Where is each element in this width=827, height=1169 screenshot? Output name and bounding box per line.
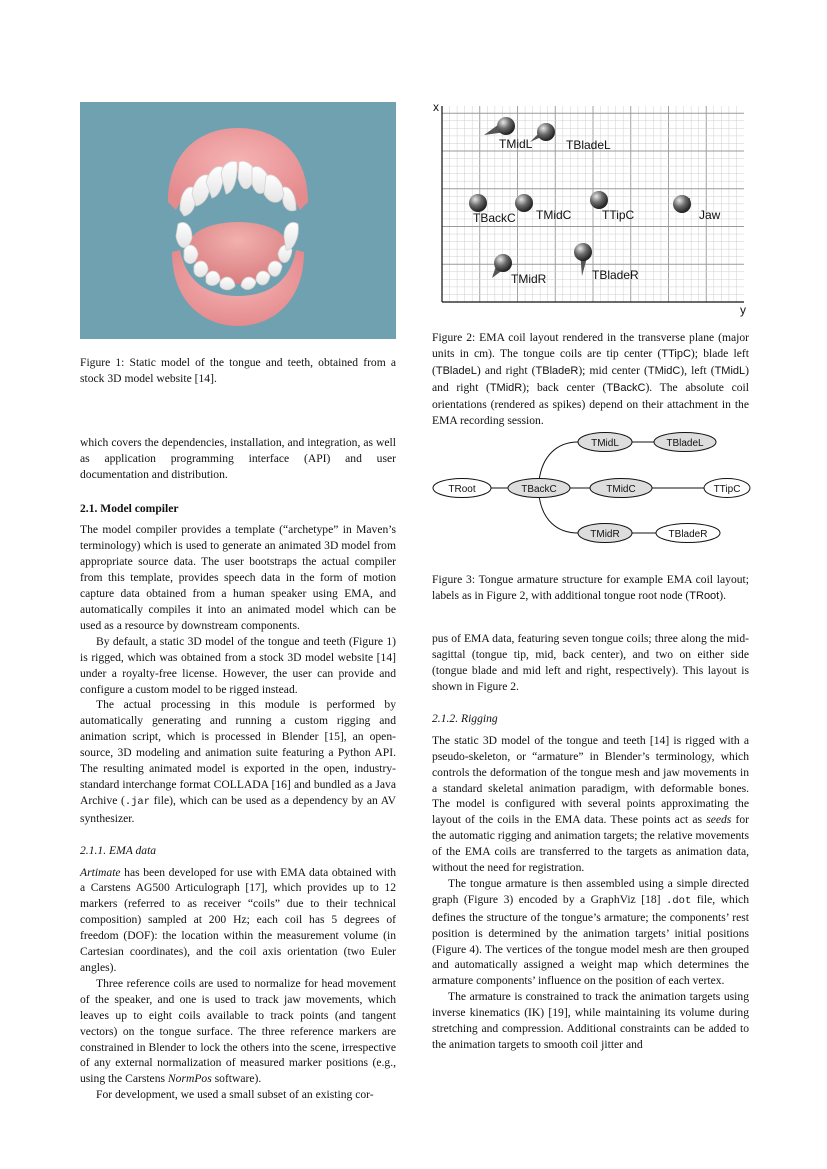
paragraph-ema-1: Artimate has been developed for use with EMA data obtained with a Carstens AG500 Articulograph [17], which provides up to 12 markers (referred to as receiver “coils” due to their technical composition) sampled at 200 Hz; each coil has 5 degrees of freedom (DOF): the location within the measurement volume (in Cartesian coordinates), and the coil axis orientation (two Euler angles). bbox=[80, 865, 396, 974]
coil-label-ttipc: TTipC bbox=[602, 208, 635, 222]
left-column bbox=[80, 355, 396, 1103]
coil-label-tbackc: TBackC bbox=[473, 211, 516, 225]
inline-code-dot: .dot bbox=[666, 894, 692, 907]
subsection-heading-rigging: 2.1.2. Rigging bbox=[432, 711, 498, 725]
svg-text:TBackC: TBackC bbox=[521, 484, 557, 495]
paragraph-rigging-2: The tongue armature is then assembled using a simple directed graph (Figure 3) encoded by a GraphViz [18] .dot file, which defines the structure of the tongue’s armature; the components’ rest position is determined by the animation targets’ initial positions (Figure 4). The vertices of the tongue model mesh are then grouped and automatically assigned a weight map which determines the armature components’ influence on the position of each vertex. bbox=[432, 876, 749, 988]
coil-label-jaw: Jaw bbox=[699, 208, 721, 222]
coil-label-tmidr: TMidR bbox=[511, 272, 547, 286]
svg-text:TBladeL: TBladeL bbox=[666, 438, 704, 449]
paragraph-rigging-1: The static 3D model of the tongue and teeth [14] is rigged with a pseudo-skeleton, or “armature” in Blender’s terminology, which controls the deformation of the tongue mesh and jaw movements in a standard skeletal animation paradigm, with deformable bones. The model is configured with several points approximating the layout of the coils in the EMA data. These points act as seeds for the automatic rigging and animation targets; the relative movements of the EMA coils are transferred to the targets as animation data, without the need for registration. bbox=[432, 733, 749, 875]
figure-2-caption: Figure 2: EMA coil layout rendered in the transverse plane (major units in cm). The tongue coils are tip center (TTipC); blade left (TBladeL) and right (TBladeR); mid center (TMidC), left (TMidL) and right (TMidR); back center (TBackC). The absolute coil orientations (rendered as spikes) depend on their attachment in the EMA recording session. bbox=[432, 331, 749, 427]
right-column bbox=[432, 330, 749, 1053]
coil-label-tbladel: TBladeL bbox=[566, 138, 611, 152]
svg-text:TTipC: TTipC bbox=[713, 484, 741, 495]
axis-label-x: x bbox=[433, 102, 439, 114]
figure-2-coil-layout bbox=[432, 102, 749, 320]
paragraph-rigging-3: The armature is constrained to track the animation targets using inverse kinematics (IK) [19], while maintaining its volume during stretching and compression. Additional constraints can be added to the animation targets to smooth coil jitter and bbox=[432, 990, 749, 1051]
coil-tblader bbox=[574, 243, 639, 282]
svg-text:TBladeR: TBladeR bbox=[668, 529, 708, 540]
coil-tmidr bbox=[492, 254, 547, 286]
svg-text:TMidC: TMidC bbox=[606, 484, 636, 495]
figure-1-caption: Figure 1: Static model of the tongue and teeth, obtained from a stock 3D model website [14]. bbox=[80, 356, 396, 385]
coil-layout-plot bbox=[432, 102, 749, 320]
figure-1-teeth-model-image bbox=[80, 102, 396, 339]
coil-label-tmidc: TMidC bbox=[536, 208, 572, 222]
paragraph-intro: which covers the dependencies, installation, and integration, as well as application programming interface (API) and user documentation and distribution. bbox=[80, 435, 396, 481]
coil-label-tblader: TBladeR bbox=[592, 268, 639, 282]
figure-3-caption: Figure 3: Tongue armature structure for example EMA coil layout; labels as in Figure 2, with additional tongue root node (TRoot). bbox=[432, 573, 749, 603]
paragraph-corpus-continued: pus of EMA data, featuring seven tongue coils; three along the mid-sagittal (tongue tip, mid, back center), and two on either side (tongue blade and mid left and right, respectively). This layout is shown in Figure 2. bbox=[432, 632, 749, 693]
paragraph-model-compiler-3: The actual processing in this module is performed by automatically generating and running a custom rigging and animation script, which is processed in Blender [15], an open-source, 3D modeling and animation suite featuring a Python API. The resulting animated model is exported in the open, industry-standard interchange format COLLADA [16] and bundled as a Java Archive (.jar file), which can be used as a dependency by an AV synthesizer. bbox=[80, 698, 396, 825]
coil-label-tmidl: TMidL bbox=[499, 137, 533, 151]
axis-label-y: y bbox=[740, 303, 746, 317]
subsection-heading-ema-data: 2.1.1. EMA data bbox=[80, 843, 157, 857]
paragraph-model-compiler-2: By default, a static 3D model of the tongue and teeth (Figure 1) is rigged, which was obtained from a stock 3D model website [14] under a royalty-free license. However, the user can provide and configure a custom model to be rigged instead. bbox=[80, 634, 396, 696]
svg-text:TMidL: TMidL bbox=[591, 438, 619, 449]
coil-tmidl bbox=[484, 117, 533, 151]
coil-ttipc bbox=[590, 191, 635, 222]
svg-text:TMidR: TMidR bbox=[590, 529, 620, 540]
inline-code-jar: .jar bbox=[124, 795, 151, 808]
teeth-illustration bbox=[80, 102, 396, 339]
svg-text:TRoot: TRoot bbox=[448, 484, 476, 495]
paragraph-ema-3: For development, we used a small subset of an existing cor- bbox=[96, 1088, 374, 1102]
section-heading-model-compiler: 2.1. Model compiler bbox=[80, 501, 179, 515]
coil-tbackc bbox=[469, 194, 516, 225]
coil-jaw bbox=[673, 195, 721, 222]
paragraph-model-compiler-1: The model compiler provides a template (“archetype” in Maven’s terminology) which is used to generate an animated 3D model from appropriate source data. The user bootstraps the actual compiler from this template, provides speech data in the form of motion capture data obtained from a human speaker using EMA, and automatically compiles it into an animated model which can be used as a resource by downstream components. bbox=[80, 523, 396, 632]
paragraph-ema-2: Three reference coils are used to normalize for head movement of the speaker, and one is used to track jaw movements, which leaves up to eight coils available to track points (and tangent vectors) on the tongue surface. The three reference markers are constrained in Blender to lock the others into the scene, irrespective of any external normalization of measured marker positions (e.g., using the Carstens NormPos software). bbox=[80, 976, 396, 1086]
